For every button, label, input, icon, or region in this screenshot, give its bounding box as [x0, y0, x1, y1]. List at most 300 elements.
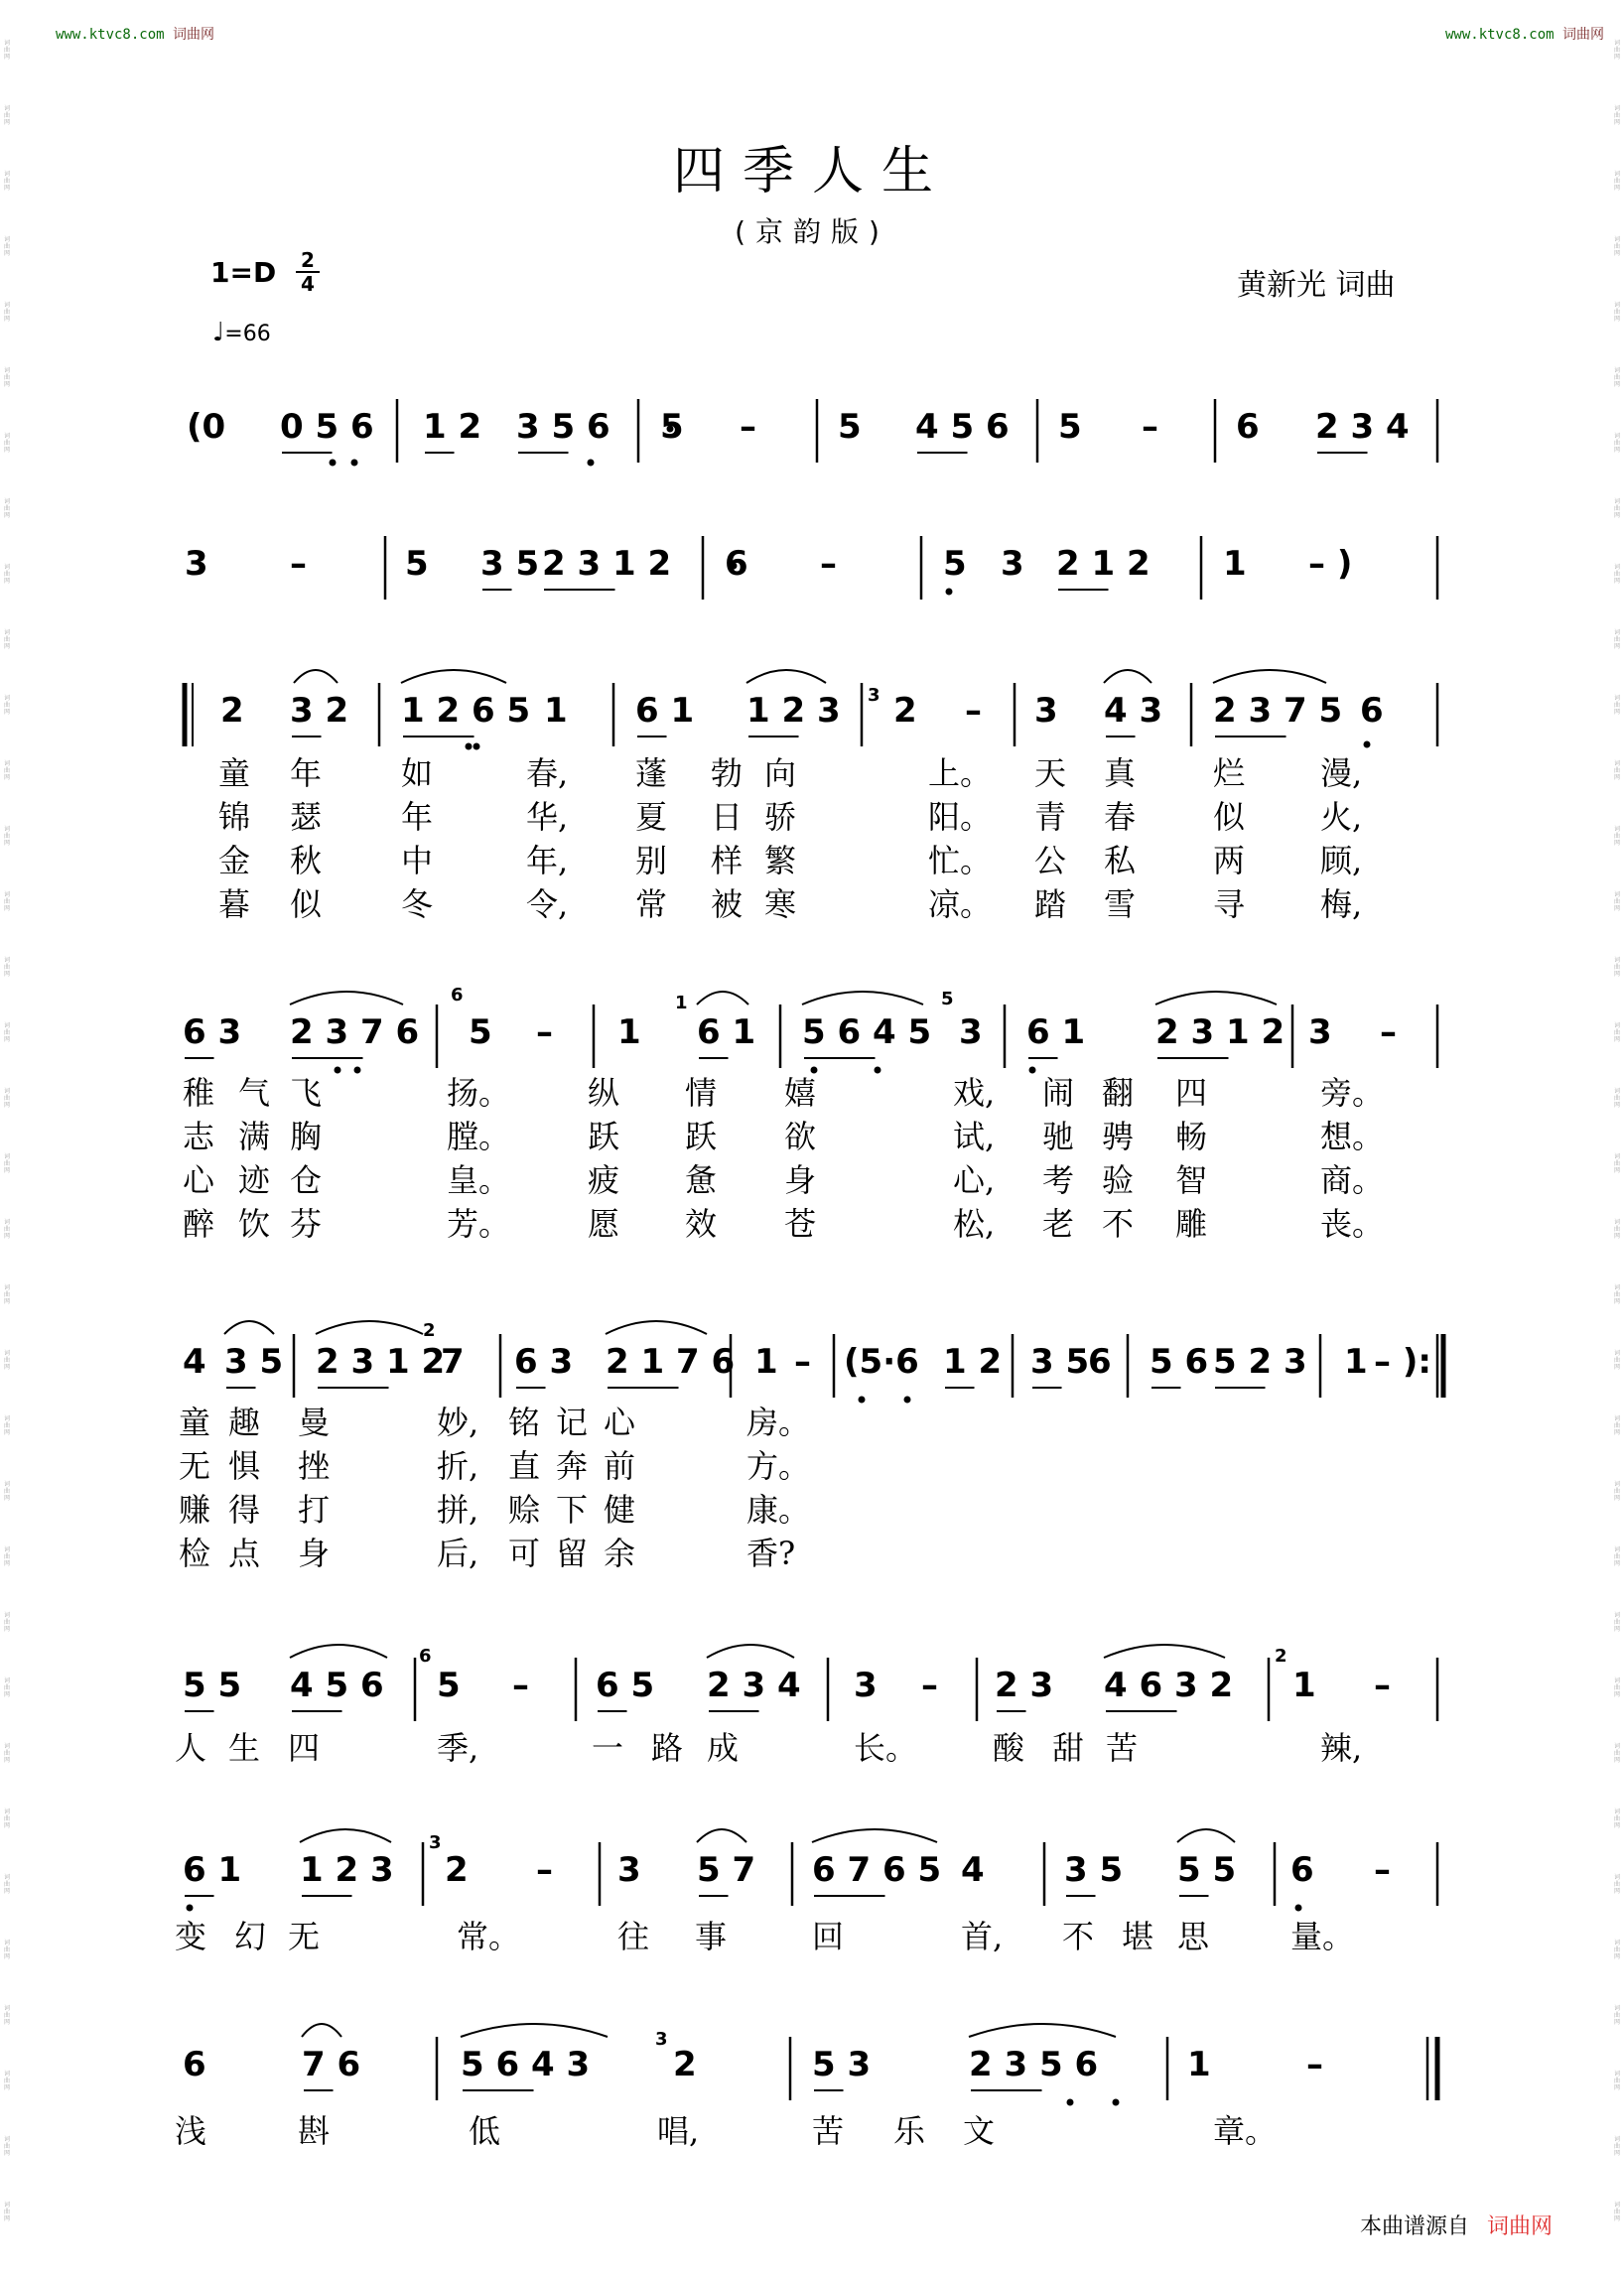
lyric-syllable: 低 — [469, 2112, 501, 2150]
score-note-group: 1 — [1292, 1666, 1316, 1705]
slur-mark — [746, 670, 826, 683]
lyric-syllable: 老 — [1042, 1205, 1075, 1243]
lyric-syllable: 童 — [179, 1404, 211, 1441]
lyric-syllable: 曼 — [298, 1404, 331, 1441]
slur-mark — [697, 992, 748, 1005]
score-note-group: 6 1 — [1026, 1012, 1086, 1052]
score-note-group: 3 — [1001, 544, 1024, 584]
lyric-syllable: 春, — [526, 754, 569, 792]
lyric-syllable: 私 — [1104, 842, 1137, 879]
lyric-syllable: 效 — [685, 1205, 718, 1243]
score-note-group: 1 2 3 — [746, 691, 841, 731]
score-note-group: 5 — [838, 407, 862, 447]
grace-note: 2 — [423, 1320, 436, 1341]
lyric-syllable: 跃 — [685, 1118, 718, 1155]
slur-mark — [707, 1645, 794, 1658]
score-note-group: 3 — [959, 1012, 983, 1052]
side-watermark-text: 词 曲 网 — [1613, 171, 1620, 192]
side-watermark-text: 词 曲 网 — [3, 1284, 10, 1305]
score-note-group: – — [290, 544, 307, 584]
lyric-syllable: 春 — [1104, 798, 1137, 836]
score-note-group: 5 — [660, 407, 684, 447]
lyric-syllable: 稚 — [183, 1074, 215, 1112]
score-note-group: 2 3 — [995, 1666, 1054, 1705]
lyric-syllable: 无 — [288, 1918, 321, 1955]
lyric-syllable: 思 — [1177, 1918, 1210, 1955]
score-note-group: – — [512, 1666, 529, 1705]
octave-dot — [474, 743, 480, 750]
key-signature: 1=D — [210, 256, 277, 289]
side-watermark-text: 词 曲 网 — [1613, 891, 1620, 912]
side-watermark-text: 词 曲 网 — [1613, 105, 1620, 126]
octave-dot — [330, 460, 337, 467]
lyric-syllable: 苦 — [812, 2112, 845, 2150]
side-watermark-text: 词 曲 网 — [3, 1612, 10, 1633]
side-watermark-text: 词 曲 网 — [3, 105, 10, 126]
lyric-syllable: 不 — [1062, 1918, 1095, 1955]
lyric-syllable: 唱, — [657, 2112, 700, 2150]
lyric-syllable: 年, — [526, 842, 569, 879]
lyric-syllable: 天 — [1034, 754, 1067, 792]
lyric-syllable: 康。 — [746, 1491, 811, 1529]
score-note-group: 6 3 — [514, 1342, 574, 1382]
lyric-syllable: 踏 — [1034, 885, 1067, 923]
lyric-syllable: 畅 — [1175, 1118, 1208, 1155]
octave-dot — [1029, 1067, 1036, 1074]
lyric-syllable: 如 — [401, 754, 434, 792]
score-note-group: 2 3 7 6 — [290, 1012, 420, 1052]
lyric-syllable: 疲 — [588, 1161, 620, 1199]
lyric-syllable: 乐 — [893, 2112, 926, 2150]
lyric-syllable: 志 — [183, 1118, 215, 1155]
lyric-syllable: 可 — [508, 1535, 541, 1572]
score-note-group: 6 — [1236, 407, 1260, 447]
side-watermark-text: 词 曲 网 — [1613, 957, 1620, 978]
side-watermark-text: 词 曲 网 — [1613, 695, 1620, 716]
lyric-syllable: 不 — [1102, 1205, 1135, 1243]
lyric-syllable: 仓 — [290, 1161, 323, 1199]
score-note-group: 6 — [1088, 1342, 1112, 1382]
lyric-syllable: 骄 — [764, 798, 797, 836]
slur-mark — [290, 992, 403, 1005]
score-note-group: 3 — [1308, 1012, 1332, 1052]
side-watermark-text: 词 曲 网 — [1613, 40, 1620, 61]
side-watermark-text: 词 曲 网 — [1613, 2136, 1620, 2157]
score-note-group: 1 2 — [943, 1342, 1003, 1382]
lyric-syllable: 首, — [961, 1918, 1004, 1955]
grace-note: 6 — [419, 1646, 432, 1667]
side-watermark-text: 词 曲 网 — [3, 236, 10, 257]
lyric-syllable: 驰 — [1042, 1118, 1075, 1155]
score-note-group: – — [965, 691, 982, 731]
side-watermark-text: 词 曲 网 — [3, 40, 10, 61]
slur-mark — [606, 1321, 707, 1334]
side-watermark-text: 词 曲 网 — [3, 2202, 10, 2222]
slur-mark — [224, 1321, 274, 1334]
lyric-syllable: 凉。 — [928, 885, 993, 923]
lyric-syllable: 翻 — [1102, 1074, 1135, 1112]
lyric-syllable: 路 — [651, 1729, 684, 1767]
slur-mark — [969, 2024, 1116, 2037]
score-note-group: 6 — [725, 544, 748, 584]
score-note-group: – ) — [1308, 544, 1353, 584]
side-watermark-text: 词 曲 网 — [3, 760, 10, 781]
side-watermark-text: 词 曲 网 — [1613, 1546, 1620, 1567]
score-note-group: 3 — [854, 1666, 878, 1705]
footer-source — [1360, 2210, 1553, 2240]
lyric-syllable: 心 — [183, 1161, 215, 1199]
lyric-syllable: 点 — [228, 1535, 261, 1572]
side-watermark-text: 词 曲 网 — [3, 957, 10, 978]
score-note-group: 2 3 5 6 — [969, 2045, 1099, 2084]
lyric-syllable: 童 — [218, 754, 251, 792]
score-note-group: – — [1374, 1666, 1391, 1705]
lyric-syllable: 火, — [1320, 798, 1363, 836]
lyric-syllable: 瑟 — [290, 798, 323, 836]
score-note-group: (0 — [187, 407, 226, 447]
side-watermark-text: 词 曲 网 — [1613, 367, 1620, 388]
lyric-syllable: 身 — [784, 1161, 817, 1199]
lyric-syllable: 苦 — [1106, 1729, 1139, 1767]
lyric-syllable: 似 — [290, 885, 323, 923]
grace-note: 6 — [451, 985, 464, 1005]
side-watermark-text: 词 曲 网 — [3, 367, 10, 388]
side-watermark-text: 词 曲 网 — [1613, 302, 1620, 323]
score-note-group: 6 — [183, 2045, 206, 2084]
lyric-syllable: 骋 — [1102, 1118, 1135, 1155]
lyric-syllable: 两 — [1213, 842, 1246, 879]
side-watermark-text: 词 曲 网 — [1613, 564, 1620, 585]
score-note-group: – — [536, 1012, 553, 1052]
lyric-syllable: 四 — [288, 1729, 321, 1767]
lyric-syllable: 留 — [556, 1535, 589, 1572]
lyric-syllable: 章。 — [1213, 2112, 1278, 2150]
lyric-syllable: 想。 — [1320, 1118, 1385, 1155]
score-note-group: 2 1 2 — [1056, 544, 1150, 584]
lyric-syllable: 商。 — [1320, 1161, 1385, 1199]
score-note-group: 4 — [961, 1850, 985, 1890]
header-right-site: 词曲网 — [1562, 27, 1604, 43]
lyric-syllable: 夏 — [635, 798, 668, 836]
side-watermark-text: 词 曲 网 — [1613, 1481, 1620, 1502]
lyric-syllable: 妙, — [437, 1404, 479, 1441]
side-watermark-text: 词 曲 网 — [3, 1415, 10, 1436]
slur-mark — [1104, 670, 1151, 683]
score-note-group: – — [536, 1850, 553, 1890]
lyric-syllable: 长。 — [854, 1729, 918, 1767]
octave-dot — [1364, 741, 1371, 748]
score-note-group: 2 3 1 2 — [542, 544, 672, 584]
score-note-group: 4 5 6 — [915, 407, 1010, 447]
score-note-group: – ): — [1374, 1342, 1431, 1382]
lyric-syllable: 旁。 — [1320, 1074, 1385, 1112]
octave-dot — [904, 1397, 911, 1404]
lyric-syllable: 迹 — [238, 1161, 271, 1199]
slur-mark — [302, 2024, 341, 2037]
lyric-syllable: 常 — [635, 885, 668, 923]
score-note-group: – — [1374, 1850, 1391, 1890]
side-watermark-text: 词 曲 网 — [3, 629, 10, 650]
lyric-syllable: 纵 — [588, 1074, 620, 1112]
lyric-syllable: 松, — [953, 1205, 996, 1243]
side-watermark-text: 词 曲 网 — [3, 302, 10, 323]
side-watermark-text: 词 曲 网 — [1613, 2071, 1620, 2091]
slur-mark — [316, 1321, 423, 1334]
side-watermark-text: 词 曲 网 — [3, 564, 10, 585]
lyric-syllable: 飞 — [290, 1074, 323, 1112]
lyric-syllable: 阳。 — [928, 798, 993, 836]
score-note-group: 3 — [1034, 691, 1058, 731]
octave-dot — [731, 563, 738, 570]
lyric-syllable: 文 — [963, 2112, 996, 2150]
lyric-syllable: 寻 — [1213, 885, 1246, 923]
score-note-group: 1 — [544, 691, 568, 731]
score-note-group: 0 5 6 — [280, 407, 374, 447]
octave-dot — [1067, 2099, 1074, 2106]
side-watermark-text: 词 曲 网 — [1613, 1874, 1620, 1895]
score-note-group: 1 2 3 — [300, 1850, 394, 1890]
lyric-syllable: 愿 — [588, 1205, 620, 1243]
score-note-group: 5 5 — [1177, 1850, 1237, 1890]
score-note-group: 1 — [1223, 544, 1247, 584]
side-watermark-text: 词 曲 网 — [3, 2005, 10, 2026]
side-watermark-text: 词 曲 网 — [3, 1219, 10, 1240]
lyric-syllable: 苍 — [784, 1205, 817, 1243]
lyric-syllable: 身 — [298, 1535, 331, 1572]
score-note-group: 4 — [183, 1342, 206, 1382]
score-note-group: 6 5 — [596, 1666, 655, 1705]
lyric-syllable: 真 — [1104, 754, 1137, 792]
lyric-syllable: 往 — [617, 1918, 650, 1955]
lyric-syllable: 似 — [1213, 798, 1246, 836]
lyric-syllable: 漫, — [1320, 754, 1363, 792]
score-note-group: 5 — [405, 544, 429, 584]
score-note-group: 1 — [1187, 2045, 1211, 2084]
lyric-syllable: 挫 — [298, 1447, 331, 1485]
lyric-syllable: 变 — [175, 1918, 207, 1955]
score-note-group: 5 — [437, 1666, 461, 1705]
score-note-group: 6 1 — [183, 1850, 242, 1890]
lyric-syllable: 考 — [1042, 1161, 1075, 1199]
score-note-group: 2 3 7 5 — [1213, 691, 1343, 731]
grace-note: 5 — [941, 989, 954, 1009]
header-left-site: 词曲网 — [173, 27, 215, 43]
lyric-syllable: 成 — [707, 1729, 740, 1767]
lyric-syllable: 上。 — [928, 754, 993, 792]
page-subtitle: (京韵版) — [735, 215, 889, 248]
tempo-value: =66 — [224, 322, 271, 346]
side-watermark-text: 词 曲 网 — [3, 2071, 10, 2091]
score-note-group: 3 5 — [480, 544, 540, 584]
lyric-syllable: 折, — [437, 1447, 479, 1485]
score-note-group: 5 6 4 3 — [461, 2045, 591, 2084]
lyric-syllable: 锦 — [218, 798, 251, 836]
side-watermark-text: 词 曲 网 — [3, 1677, 10, 1698]
score-note-group: 5 — [469, 1012, 492, 1052]
lyric-syllable: 青 — [1034, 798, 1067, 836]
side-watermark-text: 词 曲 网 — [1613, 1415, 1620, 1436]
score-note-group: – — [1142, 407, 1158, 447]
score-note-group: 6 — [1290, 1850, 1314, 1890]
octave-dot — [588, 460, 595, 467]
score-note-group: – — [1306, 2045, 1323, 2084]
score-note-group: 2 — [220, 691, 244, 731]
slur-mark — [1104, 1645, 1225, 1658]
header-right-url: www.ktvc8.com — [1444, 27, 1555, 43]
side-watermark-text: 词 曲 网 — [3, 498, 10, 519]
side-watermark-text: 词 曲 网 — [1613, 1284, 1620, 1305]
lyric-syllable: 量。 — [1290, 1918, 1355, 1955]
score-note-group: 1 — [754, 1342, 778, 1382]
side-watermark-text: 词 曲 网 — [3, 1940, 10, 1960]
lyric-syllable: 事 — [695, 1918, 728, 1955]
lyric-syllable: 蓬 — [635, 754, 668, 792]
lyric-syllable: 浅 — [175, 2112, 207, 2150]
lyric-syllable: 房。 — [746, 1404, 811, 1441]
lyric-syllable: 铭 — [508, 1404, 541, 1441]
lyric-syllable: 令, — [526, 885, 569, 923]
side-watermark-text: 词 曲 网 — [1613, 433, 1620, 454]
lyric-syllable: 一 — [592, 1729, 624, 1767]
side-watermark-text: 词 曲 网 — [3, 1153, 10, 1174]
score-note-group: – — [794, 1342, 811, 1382]
score-note-group: 6 7 6 5 — [812, 1850, 942, 1890]
side-watermark-text: 词 曲 网 — [1613, 2202, 1620, 2222]
lyric-syllable: 嬉 — [784, 1074, 817, 1112]
octave-dot — [811, 1067, 818, 1074]
lyric-syllable: 四 — [1175, 1074, 1208, 1112]
score-note-group: 3 5 — [224, 1342, 284, 1382]
octave-dot — [466, 743, 473, 750]
side-watermark-text: 词 曲 网 — [1613, 1219, 1620, 1240]
lyric-syllable: 斟 — [298, 2112, 331, 2150]
lyric-syllable: 心, — [953, 1161, 996, 1199]
side-watermark-text: 词 曲 网 — [3, 1088, 10, 1109]
octave-dot — [859, 1397, 866, 1404]
lyric-syllable: 方。 — [746, 1447, 811, 1485]
lyric-syllable: 梅, — [1320, 885, 1363, 923]
lyric-syllable: 繁 — [764, 842, 797, 879]
score-note-group: 6 1 — [635, 691, 695, 731]
side-watermark-text: 词 曲 网 — [3, 1481, 10, 1502]
side-watermark-text: 词 曲 网 — [3, 1809, 10, 1829]
lyric-syllable: 幻 — [234, 1918, 267, 1955]
lyric-syllable: 芳。 — [447, 1205, 511, 1243]
lyric-syllable: 样 — [711, 842, 744, 879]
lyric-syllable: 拼, — [437, 1491, 479, 1529]
score-note-group: 3 — [617, 1850, 641, 1890]
lyric-syllable: 香? — [746, 1535, 796, 1572]
page-title: 四季人生 — [672, 142, 951, 201]
lyric-syllable: 下 — [556, 1491, 589, 1529]
octave-dot — [1113, 2099, 1120, 2106]
slur-mark — [461, 2024, 608, 2037]
lyric-syllable: 惧 — [228, 1447, 261, 1485]
side-watermark-text: 词 曲 网 — [1613, 1350, 1620, 1371]
side-watermark-text: 词 曲 网 — [1613, 1022, 1620, 1043]
lyric-syllable: 直 — [508, 1447, 541, 1485]
score-note-group: 1 — [1344, 1342, 1368, 1382]
lyric-syllable: 季, — [437, 1729, 479, 1767]
score-note-group: 5 7 — [697, 1850, 756, 1890]
lyric-syllable: 检 — [179, 1535, 211, 1572]
lyric-syllable: 年 — [290, 754, 323, 792]
slur-mark — [300, 1829, 391, 1842]
score-note-group: – — [1380, 1012, 1397, 1052]
lyric-syllable: 别 — [635, 842, 668, 879]
lyric-syllable: 丧。 — [1320, 1205, 1385, 1243]
lyric-syllable: 惫 — [685, 1161, 718, 1199]
side-watermark-text: 词 曲 网 — [3, 2136, 10, 2157]
lyric-syllable: 回 — [812, 1918, 845, 1955]
score-note-group: 3 5 6 — [516, 407, 610, 447]
side-watermark-text: 词 曲 网 — [1613, 2005, 1620, 2026]
lyric-syllable: 戏, — [953, 1074, 996, 1112]
side-watermark-text: 词 曲 网 — [3, 1743, 10, 1764]
side-watermark-text: 词 曲 网 — [1613, 1153, 1620, 1174]
score-note-group: 5 — [943, 544, 967, 584]
grace-note: 2 — [1275, 1646, 1287, 1667]
lyric-syllable: 年 — [401, 798, 434, 836]
grace-note: 3 — [655, 2029, 668, 2050]
slur-mark — [812, 1829, 937, 1842]
score-note-group: 4 3 — [1104, 691, 1163, 731]
meter-top: 2 — [301, 248, 315, 272]
lyric-syllable: 向 — [764, 754, 797, 792]
side-watermark-text: 词 曲 网 — [3, 1350, 10, 1371]
lyric-syllable: 得 — [228, 1491, 261, 1529]
slur-mark — [1177, 1829, 1235, 1842]
side-watermark-text: 词 曲 网 — [3, 891, 10, 912]
score-note-group: 5 6 — [1150, 1342, 1209, 1382]
score-note-group: 1 2 6 5 — [401, 691, 531, 731]
lyric-syllable: 心 — [604, 1404, 636, 1441]
lyric-syllable: 醉 — [183, 1205, 215, 1243]
meter-bottom: 4 — [301, 272, 315, 296]
lyric-syllable: 试, — [953, 1118, 996, 1155]
lyric-syllable: 验 — [1102, 1161, 1135, 1199]
octave-dot — [187, 1905, 194, 1912]
octave-dot — [875, 1067, 881, 1074]
lyric-syllable: 后, — [437, 1535, 479, 1572]
lyric-syllable: 金 — [218, 842, 251, 879]
lyric-syllable: 日 — [711, 798, 744, 836]
slur-mark — [802, 992, 923, 1005]
lyric-syllable: 无 — [179, 1447, 211, 1485]
slur-mark — [697, 1829, 746, 1842]
side-watermark-text: 词 曲 网 — [3, 695, 10, 716]
score-note-group: 7 6 — [302, 2045, 361, 2084]
lyric-syllable: 寒 — [764, 885, 797, 923]
side-watermark-text: 词 曲 网 — [1613, 236, 1620, 257]
octave-dot — [667, 426, 674, 433]
lyric-syllable: 堪 — [1122, 1918, 1154, 1955]
side-watermark-text: 词 曲 网 — [1613, 1809, 1620, 1829]
side-watermark-text: 词 曲 网 — [1613, 1940, 1620, 1960]
lyric-syllable: 情 — [685, 1074, 718, 1112]
lyric-syllable: 辣, — [1320, 1729, 1363, 1767]
lyric-syllable: 赊 — [508, 1491, 541, 1529]
score-note-group: 2 — [893, 691, 917, 731]
score-note-group: 6 — [1360, 691, 1384, 731]
lyric-syllable: 公 — [1034, 842, 1067, 879]
footer-brand-link[interactable]: 词曲网 — [1487, 2214, 1554, 2239]
score-note-group: 5 6 4 5 — [802, 1012, 932, 1052]
score-note-group: 2 — [445, 1850, 469, 1890]
slur-mark — [1213, 670, 1326, 683]
score-note-group: 5 5 — [183, 1666, 242, 1705]
lyric-syllable: 生 — [228, 1729, 261, 1767]
